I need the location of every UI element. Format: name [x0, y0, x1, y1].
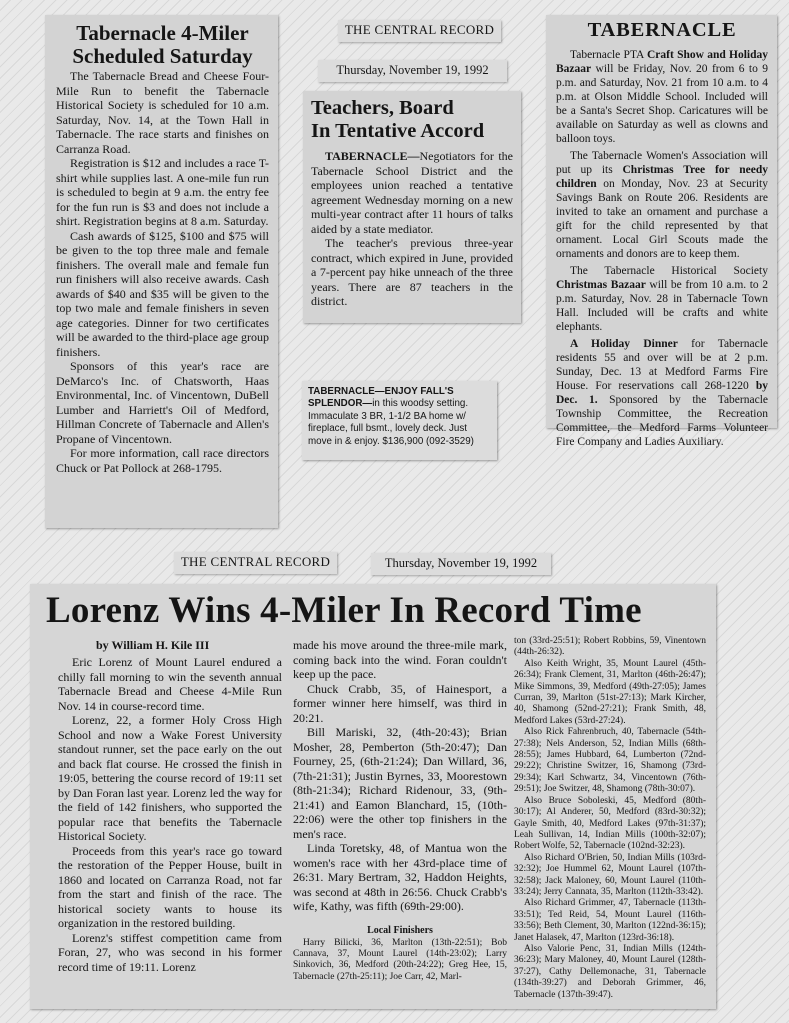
tabernacle-column-clipping [546, 15, 777, 448]
main-article-col-3 [514, 636, 706, 1001]
teachers-headline-line-1: Teachers, Board [311, 97, 454, 119]
main-col-1-paragraph: Proceeds from this year's race go toward the restoration of the Pepper House, built in 1860 and located on Carranza Road, not far from the start and finish of the race. The historical society wants to house its organization in the restored building. [58, 843, 282, 930]
main-col-3-paragraph: Also Keith Wright, 35, Mount Laurel (45th-26:34); Frank Clement, 31, Marlton (46th-26:47); Mike Simmons, 39, Medford (49th-27:05); James Curran, 39, Marlton (51st-27:13); Mark Kircher, 40, Shamong (52nd-27:21); Frank Smith, 48, Medford Lakes (53rd-27:24). [514, 658, 706, 726]
main-col-1-paragraph: Eric Lorenz of Mount Laurel endured a chilly fall morning to win the seventh annual Tabernacle Bread and Cheese 4-Mile Run Nov. 14 in course-record time. [58, 655, 282, 713]
christmas-tree-paragraph [556, 149, 768, 261]
craft-show-title: Craft Show and Holiday Bazaar [556, 49, 769, 75]
race-preview-body [56, 69, 269, 475]
christmas-tree-text-start: The Tabernacle Women's Association will put up its [556, 150, 768, 176]
top-date-label: Thursday, November 19, 1992 [318, 60, 507, 82]
main-byline: by William H. Kile III [96, 638, 210, 652]
holiday-dinner-title: A Holiday Dinner [570, 338, 678, 350]
holiday-dinner-text-end: Sponsored by the Tabernacle Township Committee, the Recreation Committee, the Medford Farms Volunteer Fire Company and Ladies Auxiliary. [556, 394, 768, 448]
main-col-2-paragraph: made his move around the three-mile mark, coming back into the wind. Foran couldn't keep up the pace. [293, 638, 507, 681]
real-estate-ad-text [308, 386, 491, 448]
teachers-paragraph-1 [311, 149, 513, 236]
race-preview-paragraph: Registration is $12 and includes a race T-shirt while supplies last. A one-mile fun run is scheduled to begin at 9 a.m. the entry fee for the fun run is $3 and does not include a shirt. Registration begins at 8 a.m. Saturday. [56, 156, 269, 228]
teachers-article-clipping [303, 91, 521, 323]
main-col-3-paragraph: Also Bruce Soboleski, 45, Medford (80th-30:17); Al Anderer, 50, Medford (83rd-30:32); Gayle Smith, 40, Medford Lakes (97th-31:37); Leah Sullivan, 14, Indian Mills (100th-32:07); Robert Wolfe, 52, Tabernacle (102nd-32:23). [514, 795, 706, 852]
main-col-2-paragraph: Bill Mariski, 32, (4th-20:43); Brian Mosher, 28, Pemberton (5th-20:47); Dan Fourney, 25, (6th-21:24); Dan Willard, 36, (7th-21:31); Justin Byrnes, 33, Moorestown (8th-21:34); Richard Ridenour, 33, (9th-21:41) and Eamon Blanchard, 15, (10th-22:06) were the other top finishers in the men's race. [293, 725, 507, 841]
christmas-bazaar-text-end: will be from 10 a.m. to 2 p.m. Saturday, Nov. 28 in Tabernacle Town Hall. Included will be crafts and white elephants. [556, 279, 768, 333]
real-estate-ad-lead: TABERNACLE—ENJOY FALL'S SPLENDOR— [308, 386, 454, 410]
real-estate-ad-body: in this woodsy setting. Immaculate 3 BR, 1-1/2 BA home w/ fireplace, full bsmt., lovely deck. Just move in & enjoy. $136,900 (092-3529) [308, 398, 474, 447]
race-preview-paragraph: Sponsors of this year's race are DeMarco's Inc. of Chatsworth, Haas Environmental, Inc. of Vincentown, DuBell Lumber and Harriett's Oil of Medford, Hillman Concrete of Tabernacle and Allen's Propane of Vincentown. [56, 359, 269, 446]
holiday-dinner-paragraph [556, 337, 768, 449]
main-col-2-paragraph: Linda Toretsky, 48, of Mantua won the women's race with her 43rd-place time of 26:31. Mary Bertram, 32, Haddon Heights, was second at 48th in 26:56. Chuck Crabb's wife, Kathy, was fifth (69th-29:00). [293, 841, 507, 913]
race-preview-paragraph: Cash awards of $125, $100 and $75 will be given to the top three male and female finishers. The overall male and female fun run finishers will also receive awards. Cash awards of $40 and $35 will be given to the top two male and female finishers in seven age categories. Dinner for two certificates will be awarded to the third-place age group finishers. [56, 228, 269, 359]
bottom-source-label: THE CENTRAL RECORD [174, 552, 337, 574]
main-article-clipping [30, 584, 716, 1009]
race-preview-paragraph: For more information, call race directors Chuck or Pat Pollock at 268-1795. [56, 446, 269, 475]
race-preview-paragraph: The Tabernacle Bread and Cheese Four-Mile Run to benefit the Tabernacle Historical Society is scheduled for 10 a.m. Saturday, Nov. 14, at the Town Hall in Tabernacle. The race starts and finishes on Carranza Road. [56, 69, 269, 156]
local-finishers-text: Harry Bilicki, 36, Marlton (13th-22:51); Bob Cannava, 37, Mount Laurel (14th-23:02); Larry Sinkovich, 36, Medford (20th-24:22); Greg Hee, 15, Tabernacle (27th-25:11); Joe Carr, 42, Marl- [293, 937, 507, 982]
local-finishers-heading: Local Finishers [367, 924, 433, 936]
main-col-2-paragraph: Chuck Crabb, 35, of Hainesport, a former winner here himself, was third in 20:21. [293, 681, 507, 725]
main-col-3-paragraph: Also Rick Fahrenbruch, 40, Tabernacle (54th-27:38); Nels Anderson, 52, Indian Mills (68th-28:55); James Hubbard, 64, Lumberton (72nd-29:22); Christine Switzer, 16, Shamong (73rd-29:34); Karl Schwartz, 34, Vincentown (76th-29:51); Joe Switzer, 48, Shamong (78th-30:07). [514, 727, 706, 795]
teachers-paragraph-1-text: Negotiators for the Tabernacle School District and the employees union reached a tentative agreement Wednesday morning on a new multi-year contract after 11 hours of talks aided by a state mediator. [311, 149, 513, 236]
holiday-dinner-deadline: by Dec. 1. [556, 380, 768, 406]
tabernacle-column-header: TABERNACLE [587, 19, 737, 41]
christmas-bazaar-title: Christmas Bazaar [556, 279, 646, 291]
craft-show-text-start: Tabernacle PTA [570, 49, 647, 61]
top-source-label: THE CENTRAL RECORD [338, 20, 501, 42]
main-article-col-1 [58, 638, 282, 974]
main-col-3-paragraph: Also Richard Grimmer, 47, Tabernacle (113th-33:51); Ted Reid, 54, Mount Laurel (116th-33:56); Beth Clement, 30, Marlton (122nd-36:15); Janet Halasek, 47, Marlton (123rd-36:18). [514, 898, 706, 943]
main-headline: Lorenz Wins 4-Miler In Record Time [46, 590, 642, 631]
real-estate-ad [302, 381, 497, 460]
main-article-col-2 [293, 638, 507, 983]
christmas-tree-text-end: on Monday, Nov. 23 at Security Savings Bank on Route 206. Residents are invited to take an ornament and purchase a gift for the child represented by that ornament. Local Girl Scouts made the ornaments and donors are to keep them. [556, 178, 768, 260]
teachers-paragraph-2: The teacher's previous three-year contract, which expired in June, provided a 7-percent pay hike unneach of the three years. There are 87 teachers in the district. [311, 236, 513, 308]
bottom-date-label: Thursday, November 19, 1992 [371, 553, 551, 575]
main-col-3-paragraph: ton (33rd-25:51); Robert Robbins, 59, Vinentown (44th-26:32). [514, 636, 706, 658]
craft-show-text-end: will be Friday, Nov. 20 from 6 to 9 p.m. and Saturday, Nov. 21 from 10 a.m. to 4 p.m. at Olson Middle School. Included will be a Santa's Secret Shop. Caricatures will be available on Saturday as well as clowns and balloon toys. [556, 63, 768, 145]
race-preview-headline-line-1: Tabernacle 4-Miler [76, 21, 249, 45]
holiday-dinner-text-mid: for Tabernacle residents 55 and over will be at 2 p.m. Sunday, Dec. 13 at Medford Farms Fire House. For reservations call 268-1220 [556, 338, 768, 392]
craft-show-paragraph [556, 48, 768, 146]
christmas-bazaar-text-start: The Tabernacle Historical Society [570, 265, 768, 277]
teachers-dateline: TABERNACLE— [325, 149, 420, 163]
christmas-bazaar-paragraph [556, 264, 768, 334]
main-col-1-paragraph: Lorenz, 22, a former Holy Cross High School and now a Wake Forest University standout runner, set the pace early on the out and back flat course. He crossed the finish in 19:05, bettering the course record of 19:11 set by Dan Foran last year. Lorenz led the way for the field of 142 finishers, who supported the popular race that benefits the Tabernacle Historical Society. [58, 713, 282, 843]
main-col-3-paragraph: Also Richard O'Brien, 50, Indian Mills (103rd-32:32); Joe Hummel 62, Mount Laurel (107th-32:58); Jack Maloney, 60, Mount Laurel (110th-33:24); Jerry Cannata, 35, Marlton (112th-33:42). [514, 852, 706, 897]
christmas-tree-title: Christmas Tree for needy children [556, 164, 768, 190]
race-preview-headline-line-2: Scheduled Saturday [72, 44, 253, 68]
teachers-headline-line-2: In Tentative Accord [311, 120, 485, 142]
main-col-3-paragraph: Also Valorie Penc, 31, Indian Mills (124th-36:23); Mary Maloney, 40, Mount Laurel (128th-37:27), Cathy Dellemonache, 31, Tabernacle (134th-39:27) and Deborah Grimmer, 46, Tabernacle (137th-39:47). [514, 943, 706, 1000]
race-preview-clipping [45, 15, 278, 528]
main-col-1-paragraph: Lorenz's stiffest competition came from Foran, 27, who was second in his former record time of 19:11. Lorenz [58, 930, 282, 974]
